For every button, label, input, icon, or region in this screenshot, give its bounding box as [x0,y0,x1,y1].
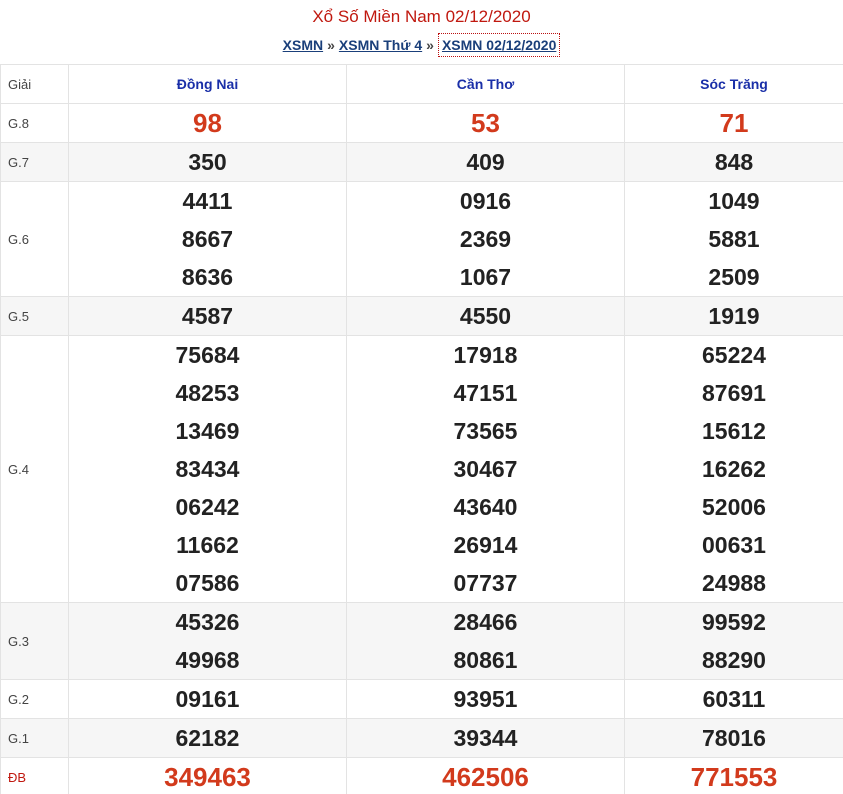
result-number: 49968 [175,647,240,673]
result-cell [69,719,347,758]
prize-label: G.7 [1,143,69,182]
prize-label: G.5 [1,297,69,336]
result-cell [347,680,625,719]
result-number: 71 [719,108,749,138]
result-cell [347,719,625,758]
result-number: 4411 [182,188,233,214]
result-cell [347,603,625,680]
province-header-soc-trang: Sóc Trăng [625,65,843,104]
result-number: 771553 [690,762,778,792]
result-cell [625,143,843,182]
table-row [1,719,843,758]
result-number: 0916 [459,188,512,214]
result-number: 65224 [702,342,766,368]
result-cell [625,758,843,794]
result-cell [625,336,843,603]
result-cell [625,297,843,336]
result-number: 00631 [702,532,766,558]
result-number: 2369 [459,226,512,252]
breadcrumb [0,33,843,57]
table-row [1,680,843,719]
result-number: 99592 [702,609,766,635]
result-number: 47151 [453,380,518,406]
result-number: 45326 [175,609,240,635]
result-number: 1067 [459,264,512,290]
prize-label: G.1 [1,719,69,758]
giai-header: Giải [1,65,69,104]
result-number: 5881 [708,226,760,252]
result-number: 30467 [453,456,518,482]
result-number: 848 [714,149,754,175]
result-number: 09161 [175,686,240,712]
result-number: 28466 [453,609,518,635]
table-row [1,143,843,182]
prize-label: G.2 [1,680,69,719]
result-number: 350 [188,149,227,175]
result-cell [69,104,347,143]
result-number: 98 [193,108,222,138]
result-number: 07737 [453,570,518,596]
table-row [1,104,843,143]
result-number: 48253 [175,380,240,406]
table-row [1,182,843,297]
result-cell [347,336,625,603]
result-number: 462506 [442,762,529,792]
result-number: 60311 [702,686,766,712]
result-number: 07586 [175,570,240,596]
result-cell [625,603,843,680]
result-cell [625,104,843,143]
breadcrumb-link-current-date[interactable]: XSMN 02/12/2020 [438,33,560,57]
result-number: 4550 [459,303,512,329]
result-number: 52006 [702,494,766,520]
result-number: 75684 [175,342,240,368]
prize-label: G.3 [1,603,69,680]
prize-label: G.4 [1,336,69,603]
result-cell [347,297,625,336]
result-cell [69,297,347,336]
result-cell [347,182,625,297]
result-number: 2509 [708,264,760,290]
result-number: 17918 [453,342,518,368]
result-number: 53 [471,108,500,138]
result-cell [347,758,625,794]
result-number: 73565 [453,418,518,444]
result-number: 409 [466,149,505,175]
result-cell [347,104,625,143]
prize-label: G.6 [1,182,69,297]
result-number: 93951 [453,686,518,712]
result-number: 06242 [175,494,240,520]
result-number: 43640 [453,494,518,520]
result-number: 349463 [164,762,251,792]
result-number: 1919 [708,303,760,329]
result-cell [69,143,347,182]
results-table [0,64,843,794]
result-number: 26914 [453,532,518,558]
result-number: 16262 [702,456,766,482]
result-number: 11662 [176,532,239,558]
result-number: 8667 [181,226,234,252]
result-cell [69,680,347,719]
table-row [1,758,843,794]
result-number: 15612 [702,418,766,444]
result-cell [69,758,347,794]
result-cell [69,336,347,603]
result-number: 80861 [453,647,518,673]
result-cell [69,603,347,680]
result-number: 39344 [453,725,518,751]
breadcrumb-separator: » [327,37,335,53]
result-cell [69,182,347,297]
breadcrumb-separator: » [426,37,434,53]
prize-label: G.8 [1,104,69,143]
table-header-row [1,65,843,104]
table-row [1,336,843,603]
result-cell [625,719,843,758]
result-number: 78016 [702,725,766,751]
result-number: 1049 [708,188,760,214]
province-header-can-tho: Cần Thơ [347,65,625,104]
result-number: 88290 [702,647,766,673]
result-cell [625,680,843,719]
prize-label: ĐB [1,758,69,794]
result-number: 13469 [175,418,240,444]
result-cell [625,182,843,297]
result-number: 83434 [175,456,240,482]
result-number: 8636 [181,264,234,290]
result-number: 62182 [175,725,240,751]
result-cell [347,143,625,182]
province-header-dong-nai: Đồng Nai [69,65,347,104]
page-title: Xổ Số Miền Nam 02/12/2020 [312,7,531,26]
table-row [1,297,843,336]
breadcrumb-link-xsmn-thu-4[interactable]: XSMN Thứ 4 [338,37,423,53]
table-row [1,603,843,680]
result-number: 87691 [702,380,766,406]
breadcrumb-link-xsmn[interactable]: XSMN [282,37,324,53]
result-number: 4587 [181,303,234,329]
result-number: 24988 [702,570,766,596]
